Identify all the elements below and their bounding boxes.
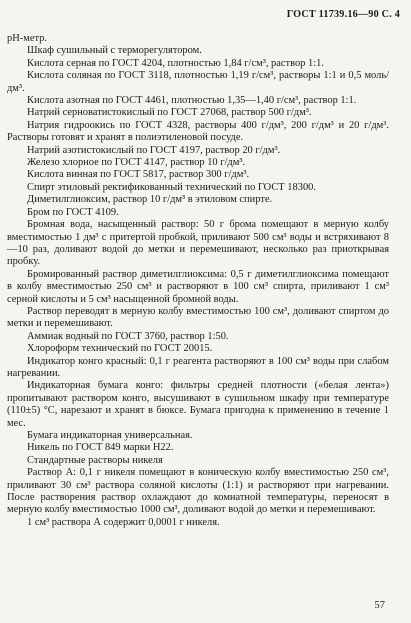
- paragraph: Кислота серная по ГОСТ 4204, плотностью 1,84 г/см³, раствор 1:1.: [27, 57, 324, 69]
- paragraph: Спирт этиловый ректификованный технический по ГОСТ 18300.: [27, 181, 316, 193]
- paragraph: Бром по ГОСТ 4109.: [27, 206, 119, 218]
- paragraph: Хлороформ технический по ГОСТ 20015.: [27, 343, 213, 355]
- paragraph: Индикатор конго красный: 0,1 г реагента растворяют в 100 см³ воды при слабом нагревании.: [7, 355, 389, 379]
- paragraph: Бумага индикаторная универсальная.: [27, 430, 193, 441]
- paragraph: Кислота азотная по ГОСТ 4461, плотностью 1,35—1,40 г/см³, раствор 1:1.: [27, 95, 357, 107]
- paragraph: Натрия гидроокись по ГОСТ 4328, растворы 400 г/дм³, 200 г/дм³ и 20 г/дм³. Растворы готовят и хранят в полиэтиленовой посуде.: [7, 119, 389, 144]
- page-number: 57: [374, 600, 385, 611]
- paragraph: Натрий азотистокислый по ГОСТ 4197, раствор 20 г/дм³.: [27, 144, 281, 156]
- paragraph: Бромная вода, насыщенный раствор: 50 г брома помещают в мерную колбу вместимостью 1 дм³ с притертой пробкой, приливают 500 см³ воды и встряхивают 8—10 раз, доливают водой до метки и перемешивают, несколько раз приоткрывая пробку.: [7, 219, 389, 268]
- paragraph: Кислота соляная по ГОСТ 3118, плотностью 1,19 г/см³, растворы 1:1 и 0,5 моль/дм³.: [7, 70, 389, 94]
- paragraph: Натрий сернoватистокислый по ГОСТ 27068, раствор 500 г/дм³.: [27, 107, 312, 119]
- paragraph: Кислота винная по ГОСТ 5817, раствор 300 г/дм³.: [27, 169, 250, 181]
- paragraph: Шкаф сушильный с терморегулятором.: [27, 45, 202, 57]
- paragraph: Индикаторная бумага конго: фильтры средней плотности («белая лента») пропитывают раствором конго, высушивают в сушильном шкафу при температуре (110±5) °С, нарезают и хранят в бюксе. Бумага пригодна к применению в течение 1 мес.: [7, 380, 389, 429]
- paragraph: Железо хлорное по ГОСТ 4147, раствор 10 г/дм³.: [27, 157, 246, 169]
- paragraph: Диметилглиоксим, раствор 10 г/дм³ в этиловом спирте.: [27, 194, 273, 206]
- paragraph: рН-метр.: [7, 33, 47, 44]
- paragraph: Раствор переводят в мерную колбу вместимостью 100 см³, доливают спиртом до метки и перемешивают.: [7, 305, 389, 330]
- paragraph: Никель по ГОСТ 849 марки Н22.: [27, 442, 174, 454]
- running-header: ГОСТ 11739.16—90 С. 4: [286, 9, 400, 20]
- paragraph: Раствор А: 0,1 г никеля помещают в коническую колбу вместимостью 250 см³, приливают 30 см³ раствора соляной кислоты (1:1) и растворяют при нагревании. После растворения раствор охлаждают до комнатной температуры, переносят в мерную колбу вместимостью 1000 см³, доливают водой до метки и перемешивают.: [7, 467, 389, 516]
- paragraph: Бромированный раствор диметилглиоксима: 0,5 г диметилглиоксима помещают в колбу вместимостью 250 см³ и растворяют в 100 см³ спирта, приливают 1 см³ серной кислоты и 5 см³ насыщенной бромной воды.: [7, 268, 389, 305]
- body-text: [7, 33, 389, 529]
- paragraph: 1 см³ раствора А содержит 0,0001 г никеля.: [27, 516, 220, 528]
- paragraph: Аммиак водный по ГОСТ 3760, раствор 1:50.: [27, 330, 229, 342]
- paragraph: Стандартные растворы никеля: [27, 454, 163, 466]
